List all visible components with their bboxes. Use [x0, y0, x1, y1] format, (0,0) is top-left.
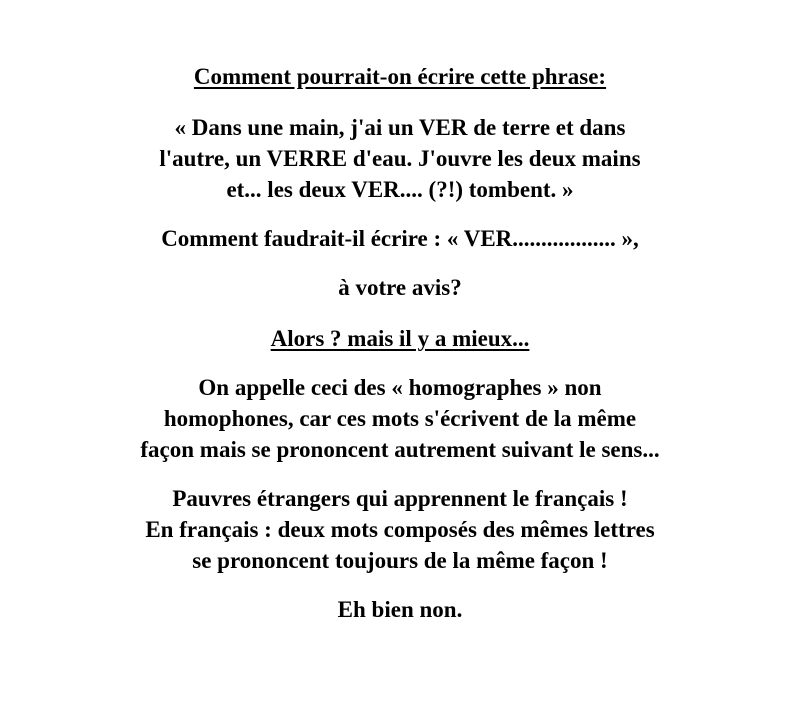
explanation-line: On appelle ceci des « homographes » non [198, 375, 602, 400]
remark-line: Pauvres étrangers qui apprennent le français ! [172, 486, 628, 511]
opinion-line: à votre avis? [338, 275, 462, 300]
explanation-paragraph [0, 372, 800, 465]
subheading-block [0, 323, 800, 354]
heading-block [0, 61, 800, 92]
remark-line: se prononcent toujours de la même façon ! [192, 548, 608, 573]
heading: Comment pourrait-on écrire cette phrase: [193, 64, 607, 89]
remark-paragraph [0, 483, 800, 576]
quote-line: « Dans une main, j'ai un VER de terre et dans [174, 115, 626, 140]
conclusion-line: Eh bien non. [337, 597, 463, 622]
subheading: Alors ? mais il y a mieux... [270, 326, 530, 351]
remark-line: En français : deux mots composés des mêmes lettres [145, 517, 655, 542]
quote-paragraph [0, 112, 800, 205]
conclusion-paragraph [0, 594, 800, 625]
question-paragraph [0, 223, 800, 254]
quote-line: l'autre, un VERRE d'eau. J'ouvre les deux mains [159, 146, 641, 171]
explanation-line: façon mais se prononcent autrement suivant le sens... [140, 437, 660, 462]
explanation-line: homophones, car ces mots s'écrivent de la même [163, 406, 637, 431]
question-line: Comment faudrait-il écrire : « VER.................. », [161, 226, 639, 251]
quote-line: et... les deux VER.... (?!) tombent. » [226, 177, 574, 202]
opinion-paragraph [0, 272, 800, 303]
